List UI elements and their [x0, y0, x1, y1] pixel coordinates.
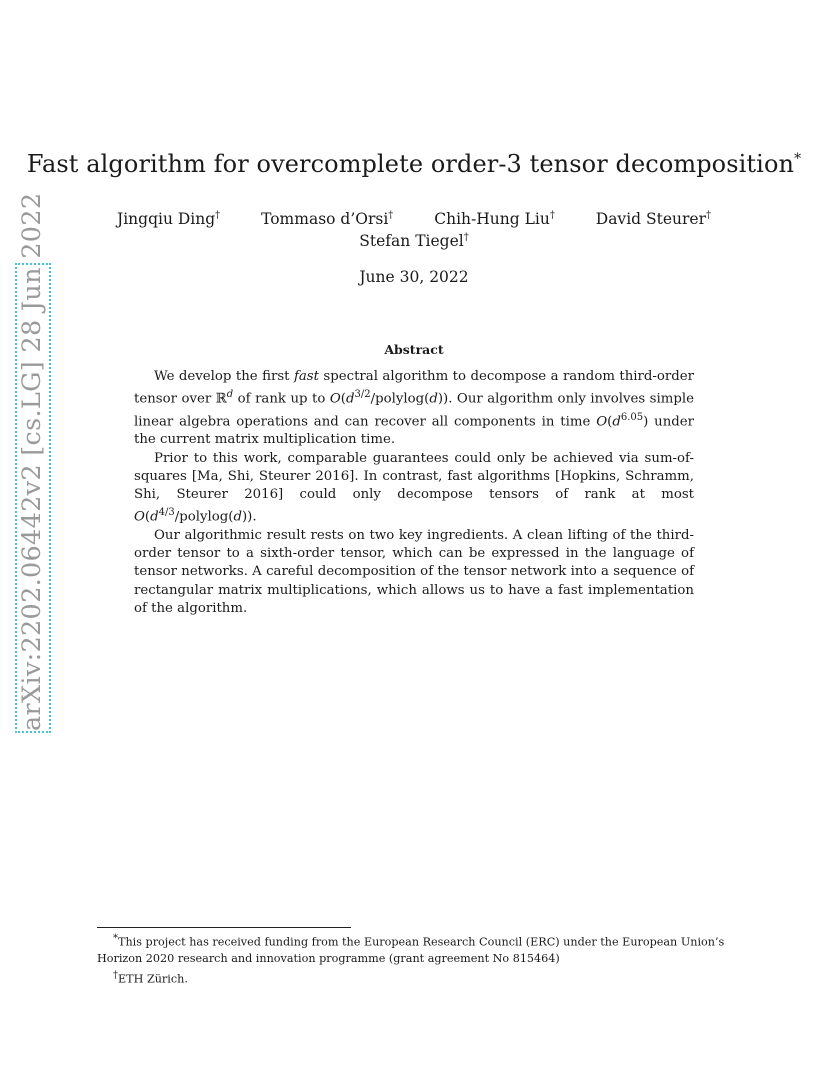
- author-affiliation-mark: †: [388, 210, 394, 221]
- author-affiliation-mark: †: [706, 210, 711, 221]
- author-name: David Steurer: [595, 210, 706, 229]
- author-name: Stefan Tiegel: [359, 232, 464, 251]
- paper-title-text: Fast algorithm for overcomplete order-3 tensor decomposition: [26, 150, 795, 178]
- author: [117, 210, 220, 228]
- math-symbol: d: [429, 391, 438, 407]
- text-run: )).: [241, 509, 257, 525]
- footnote-affiliation: [97, 968, 737, 988]
- math-symbol: O: [329, 391, 341, 407]
- emphasis: fast: [293, 369, 319, 384]
- math-exponent: 3/2: [354, 389, 371, 401]
- math-symbol: (: [340, 391, 346, 407]
- text-run: ) under the current matrix multiplication time.: [134, 414, 694, 448]
- math-symbol: d: [150, 509, 159, 525]
- paper-title: [0, 150, 828, 178]
- author: [359, 232, 468, 250]
- author-affiliation-mark: †: [463, 232, 469, 243]
- author-list: [0, 210, 828, 228]
- abstract-heading: Abstract: [384, 342, 444, 357]
- math-symbol: O: [596, 414, 608, 430]
- author-name: Jingqiu Ding: [117, 210, 216, 229]
- title-footnote-mark: *: [794, 151, 802, 167]
- footnotes: [97, 931, 737, 988]
- text-run: /polylog(: [174, 509, 234, 525]
- footnote-text: ETH Zürich.: [118, 972, 188, 986]
- footnote-funding: [97, 931, 737, 968]
- text-run: )). Our algorithm only involves simple linear algebra operations and can recover all components in time: [134, 391, 694, 430]
- math-symbol: d: [612, 414, 621, 430]
- author-affiliation-mark: †: [215, 210, 221, 221]
- math-symbol: d: [345, 391, 355, 407]
- math-symbol: ℝ: [215, 391, 227, 407]
- abstract-paragraph: [134, 368, 694, 450]
- math-symbol: d: [233, 509, 242, 525]
- author-name: Tommaso d’Orsi: [261, 210, 389, 229]
- text-run: /polylog(: [370, 391, 430, 407]
- publication-date: June 30, 2022: [359, 268, 469, 286]
- abstract-paragraph: Our algorithmic result rests on two key ingredients. A clean lifting of the third-order tensor to a sixth-order tensor, which can be expressed in the language of tensor networks. A careful decomposition of the tensor network into a sequence of rectangular matrix multiplications, which allows us to have a fast implementation of the algorithm.: [134, 527, 694, 616]
- math-symbol: (: [144, 509, 151, 525]
- author-affiliation-mark: †: [549, 210, 555, 221]
- text-run: Prior to this work, comparable guarantees could only be achieved via sum-of-squares [Ma, Shi, Steurer 2016]. In contrast, fast algorithms [Hopkins, Schramm, Shi, Steurer 2016] could only decompose tensors of rank at most: [134, 450, 694, 503]
- author-list-second-line: [0, 232, 828, 250]
- text-run: of rank up to: [233, 391, 330, 407]
- math-symbol: (: [607, 414, 613, 430]
- abstract-body: [134, 368, 694, 618]
- footnote-mark: †: [113, 969, 118, 981]
- text-run: We develop the first: [154, 369, 294, 384]
- math-symbol: d: [226, 389, 234, 401]
- author: [261, 210, 393, 228]
- math-symbol: O: [134, 509, 145, 525]
- math-exponent: 4/3: [158, 507, 175, 519]
- arxiv-identifier-stamp[interactable]: arXiv:2202.06442v2 [cs.LG] 28 Jun 2022: [15, 263, 51, 733]
- abstract-paragraph: [134, 450, 694, 527]
- footnote-rule: [97, 927, 351, 928]
- author-name: Chih-Hung Liu: [434, 210, 550, 229]
- author: [434, 210, 555, 228]
- math-exponent: 6.05: [620, 411, 644, 423]
- text-run: spectral algorithm to decompose a random third-order tensor over: [134, 369, 694, 407]
- author: [596, 210, 711, 228]
- footnote-text: This project has received funding from the European Research Council (ERC) under the European Union’s Horizon 2020 research and innovation programme (grant agreement No 815464): [97, 935, 725, 966]
- footnote-mark: *: [113, 933, 118, 944]
